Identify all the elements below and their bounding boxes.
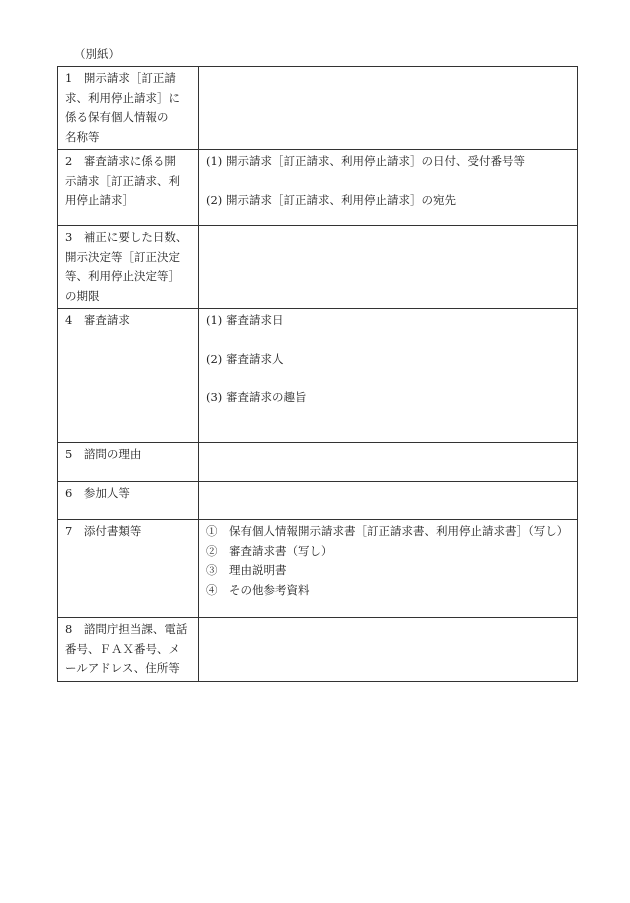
list-item: (1) 審査請求日 <box>206 313 284 327</box>
row-label-correction-days: 3 補正に要した日数、 開示決定等［訂正決定 等、利用停止決定等］ の期限 <box>58 226 199 309</box>
list-item: ② 審査請求書（写し） <box>206 543 333 558</box>
list-item: ③ 理由説明書 <box>206 563 287 577</box>
attachment-label: （別紙） <box>74 47 120 61</box>
row-label-review-request: 4 審査請求 <box>58 309 199 443</box>
row-content-correction-days <box>199 226 578 309</box>
row-label-related-request: 2 審査請求に係る開 示請求［訂正請求、利 用停止請求］ <box>58 150 199 226</box>
form-table <box>57 66 578 682</box>
table-row <box>58 150 578 226</box>
list-item: (3) 審査請求の趣旨 <box>206 390 307 404</box>
row-content-related-request <box>199 150 578 226</box>
table-row <box>58 309 578 443</box>
row-content-attachments <box>199 520 578 618</box>
table-row <box>58 482 578 520</box>
row-content-review-request <box>199 309 578 443</box>
row-label-participants: 6 参加人等 <box>58 482 199 520</box>
row-content-consultation-reason <box>199 443 578 482</box>
table-row <box>58 520 578 618</box>
row-content-contact-info <box>199 618 578 682</box>
list-item: (2) 審査請求人 <box>206 351 284 366</box>
row-label-consultation-reason: 5 諮問の理由 <box>58 443 199 482</box>
table-row <box>58 443 578 482</box>
row-label-contact-info: 8 諮問庁担当課、電話 番号、ＦＡＸ番号、メ ールアドレス、住所等 <box>58 618 199 682</box>
table-row <box>58 67 578 150</box>
row-label-attachments: 7 添付書類等 <box>58 520 199 618</box>
list-item: ④ その他参考資料 <box>206 582 310 597</box>
table-row <box>58 618 578 682</box>
list-item: (1) 開示請求［訂正請求、利用停止請求］の日付、受付番号等 <box>206 154 525 168</box>
table-row <box>58 226 578 309</box>
list-item: ① 保有個人情報開示請求書［訂正請求書、利用停止請求書］（写し） <box>206 524 569 538</box>
row-label-disclosure-info-name: 1 開示請求［訂正請 求、利用停止請求］に 係る保有個人情報の 名称等 <box>58 67 199 150</box>
row-content-disclosure-info-name <box>199 67 578 150</box>
row-content-participants <box>199 482 578 520</box>
list-item: (2) 開示請求［訂正請求、利用停止請求］の宛先 <box>206 192 456 207</box>
